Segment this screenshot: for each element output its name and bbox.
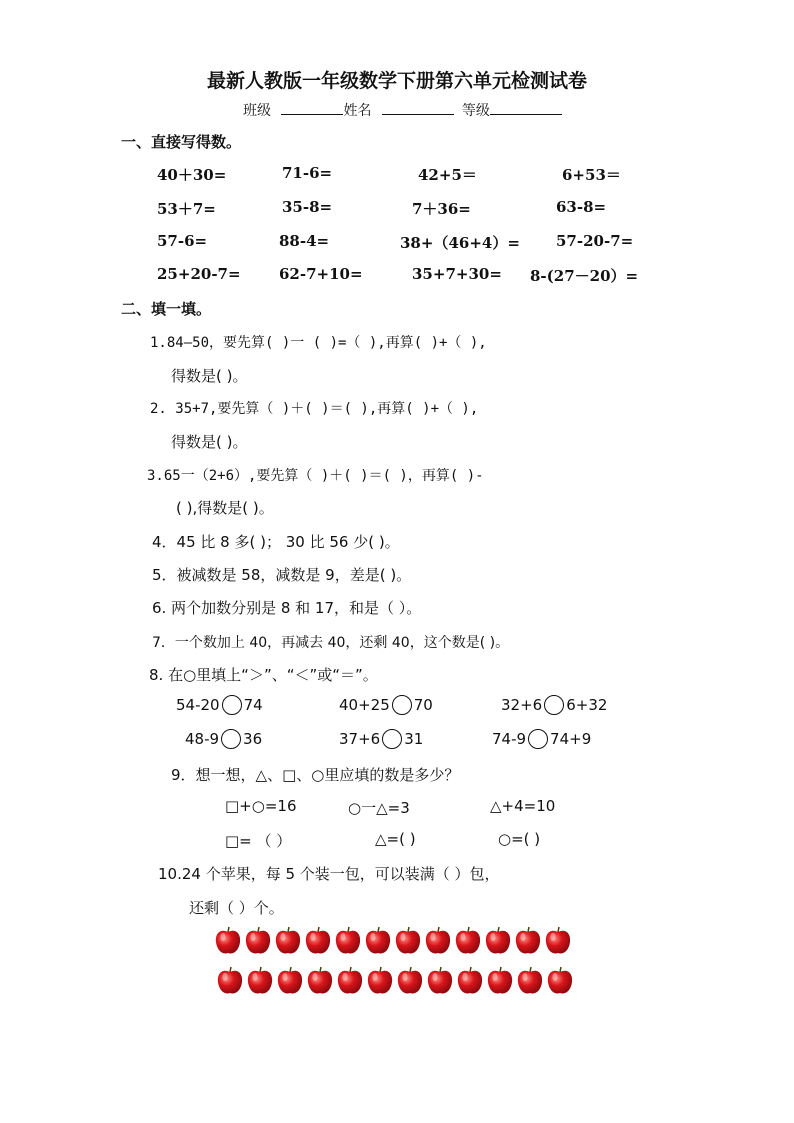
compare-circle[interactable] <box>528 729 548 749</box>
compare-item <box>185 729 262 749</box>
apple-icon <box>306 964 334 996</box>
calc-item: 35-8= <box>282 198 333 216</box>
compare-item <box>339 729 423 749</box>
apple-icon <box>486 964 514 996</box>
compare-circle[interactable] <box>222 695 242 715</box>
compare-item <box>492 729 591 749</box>
compare-circle[interactable] <box>392 695 412 715</box>
student-info-line <box>243 100 562 120</box>
section2-heading: 二、填一填。 <box>121 300 212 318</box>
question-3-line2: ( ),得数是( )。 <box>176 499 274 517</box>
apple-icon <box>246 964 274 996</box>
apple-icon <box>424 924 452 956</box>
apple-row <box>214 922 584 960</box>
calc-item: 88-4= <box>279 232 330 250</box>
apple-row <box>214 962 584 1000</box>
section1-heading: 一、直接写得数。 <box>121 133 242 151</box>
question-7: 7．一个数加上 40，再减去 40，还剩 40，这个数是( )。 <box>152 635 510 651</box>
apple-icon <box>364 924 392 956</box>
apple-icon <box>426 964 454 996</box>
calc-item: 62-7+10= <box>279 265 363 283</box>
compare-left: 48-9 <box>185 730 220 748</box>
apple-icon <box>216 964 244 996</box>
apple-icon <box>516 964 544 996</box>
name-blank[interactable] <box>382 102 454 115</box>
compare-item <box>176 695 263 715</box>
apple-icon <box>456 964 484 996</box>
compare-left: 54-20 <box>176 696 220 714</box>
question-1-line2: 得数是( )。 <box>171 367 248 385</box>
question-10-line1: 10.24 个苹果，每 5 个装一包，可以装满（ ）包， <box>158 865 500 883</box>
q9-equation: △+4=10 <box>490 797 556 815</box>
calc-item: 71-6= <box>282 164 333 182</box>
compare-left: 32+6 <box>501 696 543 714</box>
calc-item: 6+53＝ <box>562 166 621 184</box>
calc-item: 63-8= <box>556 198 607 216</box>
question-2-line2: 得数是( )。 <box>171 433 248 451</box>
compare-right: 31 <box>404 730 424 748</box>
grade-blank[interactable] <box>490 102 562 115</box>
calc-item: 53＋7= <box>157 200 216 218</box>
question-6: 6. 两个加数分别是 8 和 17，和是（ ）。 <box>152 599 422 617</box>
question-4: 4．45 比 8 多( )； 30 比 56 少( )。 <box>152 533 400 551</box>
question-8-text: 8. 在○里填上“＞”、“＜”或“＝”。 <box>149 666 378 684</box>
compare-circle[interactable] <box>544 695 564 715</box>
apple-icon <box>304 924 332 956</box>
compare-circle[interactable] <box>382 729 402 749</box>
q9-equation: ○一△=3 <box>348 799 410 817</box>
calc-item: 42+5＝ <box>418 166 477 184</box>
compare-item <box>501 695 607 715</box>
apple-icon <box>484 924 512 956</box>
apple-icon <box>274 924 302 956</box>
apple-icon <box>546 964 574 996</box>
calc-item: 57-6= <box>157 232 208 250</box>
name-label: 姓名 <box>343 103 372 119</box>
class-label: 班级 <box>243 103 271 119</box>
question-3-line1: 3.65一（2+6）,要先算（ )＋( )＝( )，再算( )- <box>147 468 484 484</box>
apple-icon <box>514 924 542 956</box>
apple-icon <box>454 924 482 956</box>
compare-left: 37+6 <box>339 730 381 748</box>
apple-icon <box>366 964 394 996</box>
apples-illustration <box>214 922 584 1002</box>
apple-icon <box>396 964 424 996</box>
class-blank[interactable] <box>281 102 343 115</box>
compare-right: 70 <box>413 696 433 714</box>
apple-icon <box>334 924 362 956</box>
apple-icon <box>244 924 272 956</box>
apple-icon <box>394 924 422 956</box>
compare-item <box>339 695 433 715</box>
question-2-line1: 2. 35+7,要先算（ )＋( )＝( ),再算( )+（ ), <box>150 401 479 417</box>
question-1-line1: 1.84—50，要先算( )一 ( )=（ ),再算( )+（ ), <box>150 335 487 351</box>
calc-item: 7＋36= <box>412 200 471 218</box>
calc-item: 35+7+30= <box>412 265 502 283</box>
compare-right: 74 <box>243 696 263 714</box>
compare-right: 74+9 <box>550 730 592 748</box>
question-5: 5．被减数是 58，减数是 9，差是( )。 <box>152 566 412 584</box>
question-9-text: 9．想一想，△、□、○里应填的数是多少？ <box>171 766 460 784</box>
q9-answer: □= （ ） <box>225 832 292 850</box>
apple-icon <box>336 964 364 996</box>
compare-left: 74-9 <box>492 730 527 748</box>
grade-label: 等级 <box>461 103 490 119</box>
q9-answer: ○=( ) <box>498 830 541 848</box>
calc-item: 38+（46+4）= <box>400 234 520 252</box>
calc-item: 40＋30= <box>157 166 227 184</box>
compare-right: 36 <box>243 730 263 748</box>
calc-item: 25+20-7= <box>157 265 241 283</box>
compare-left: 40+25 <box>339 696 390 714</box>
calc-item: 8-(27－20）= <box>530 267 639 285</box>
apple-icon <box>276 964 304 996</box>
question-10-line2: 还剩（ ）个。 <box>189 899 284 917</box>
q9-equation: □+○=16 <box>225 797 297 815</box>
apple-icon <box>544 924 572 956</box>
compare-right: 6+32 <box>566 696 608 714</box>
q9-answer: △=( ) <box>375 830 416 848</box>
calc-item: 57-20-7= <box>556 232 634 250</box>
compare-circle[interactable] <box>221 729 241 749</box>
apple-icon <box>214 924 242 956</box>
page-title: 最新人教版一年级数学下册第六单元检测试卷 <box>206 70 587 92</box>
